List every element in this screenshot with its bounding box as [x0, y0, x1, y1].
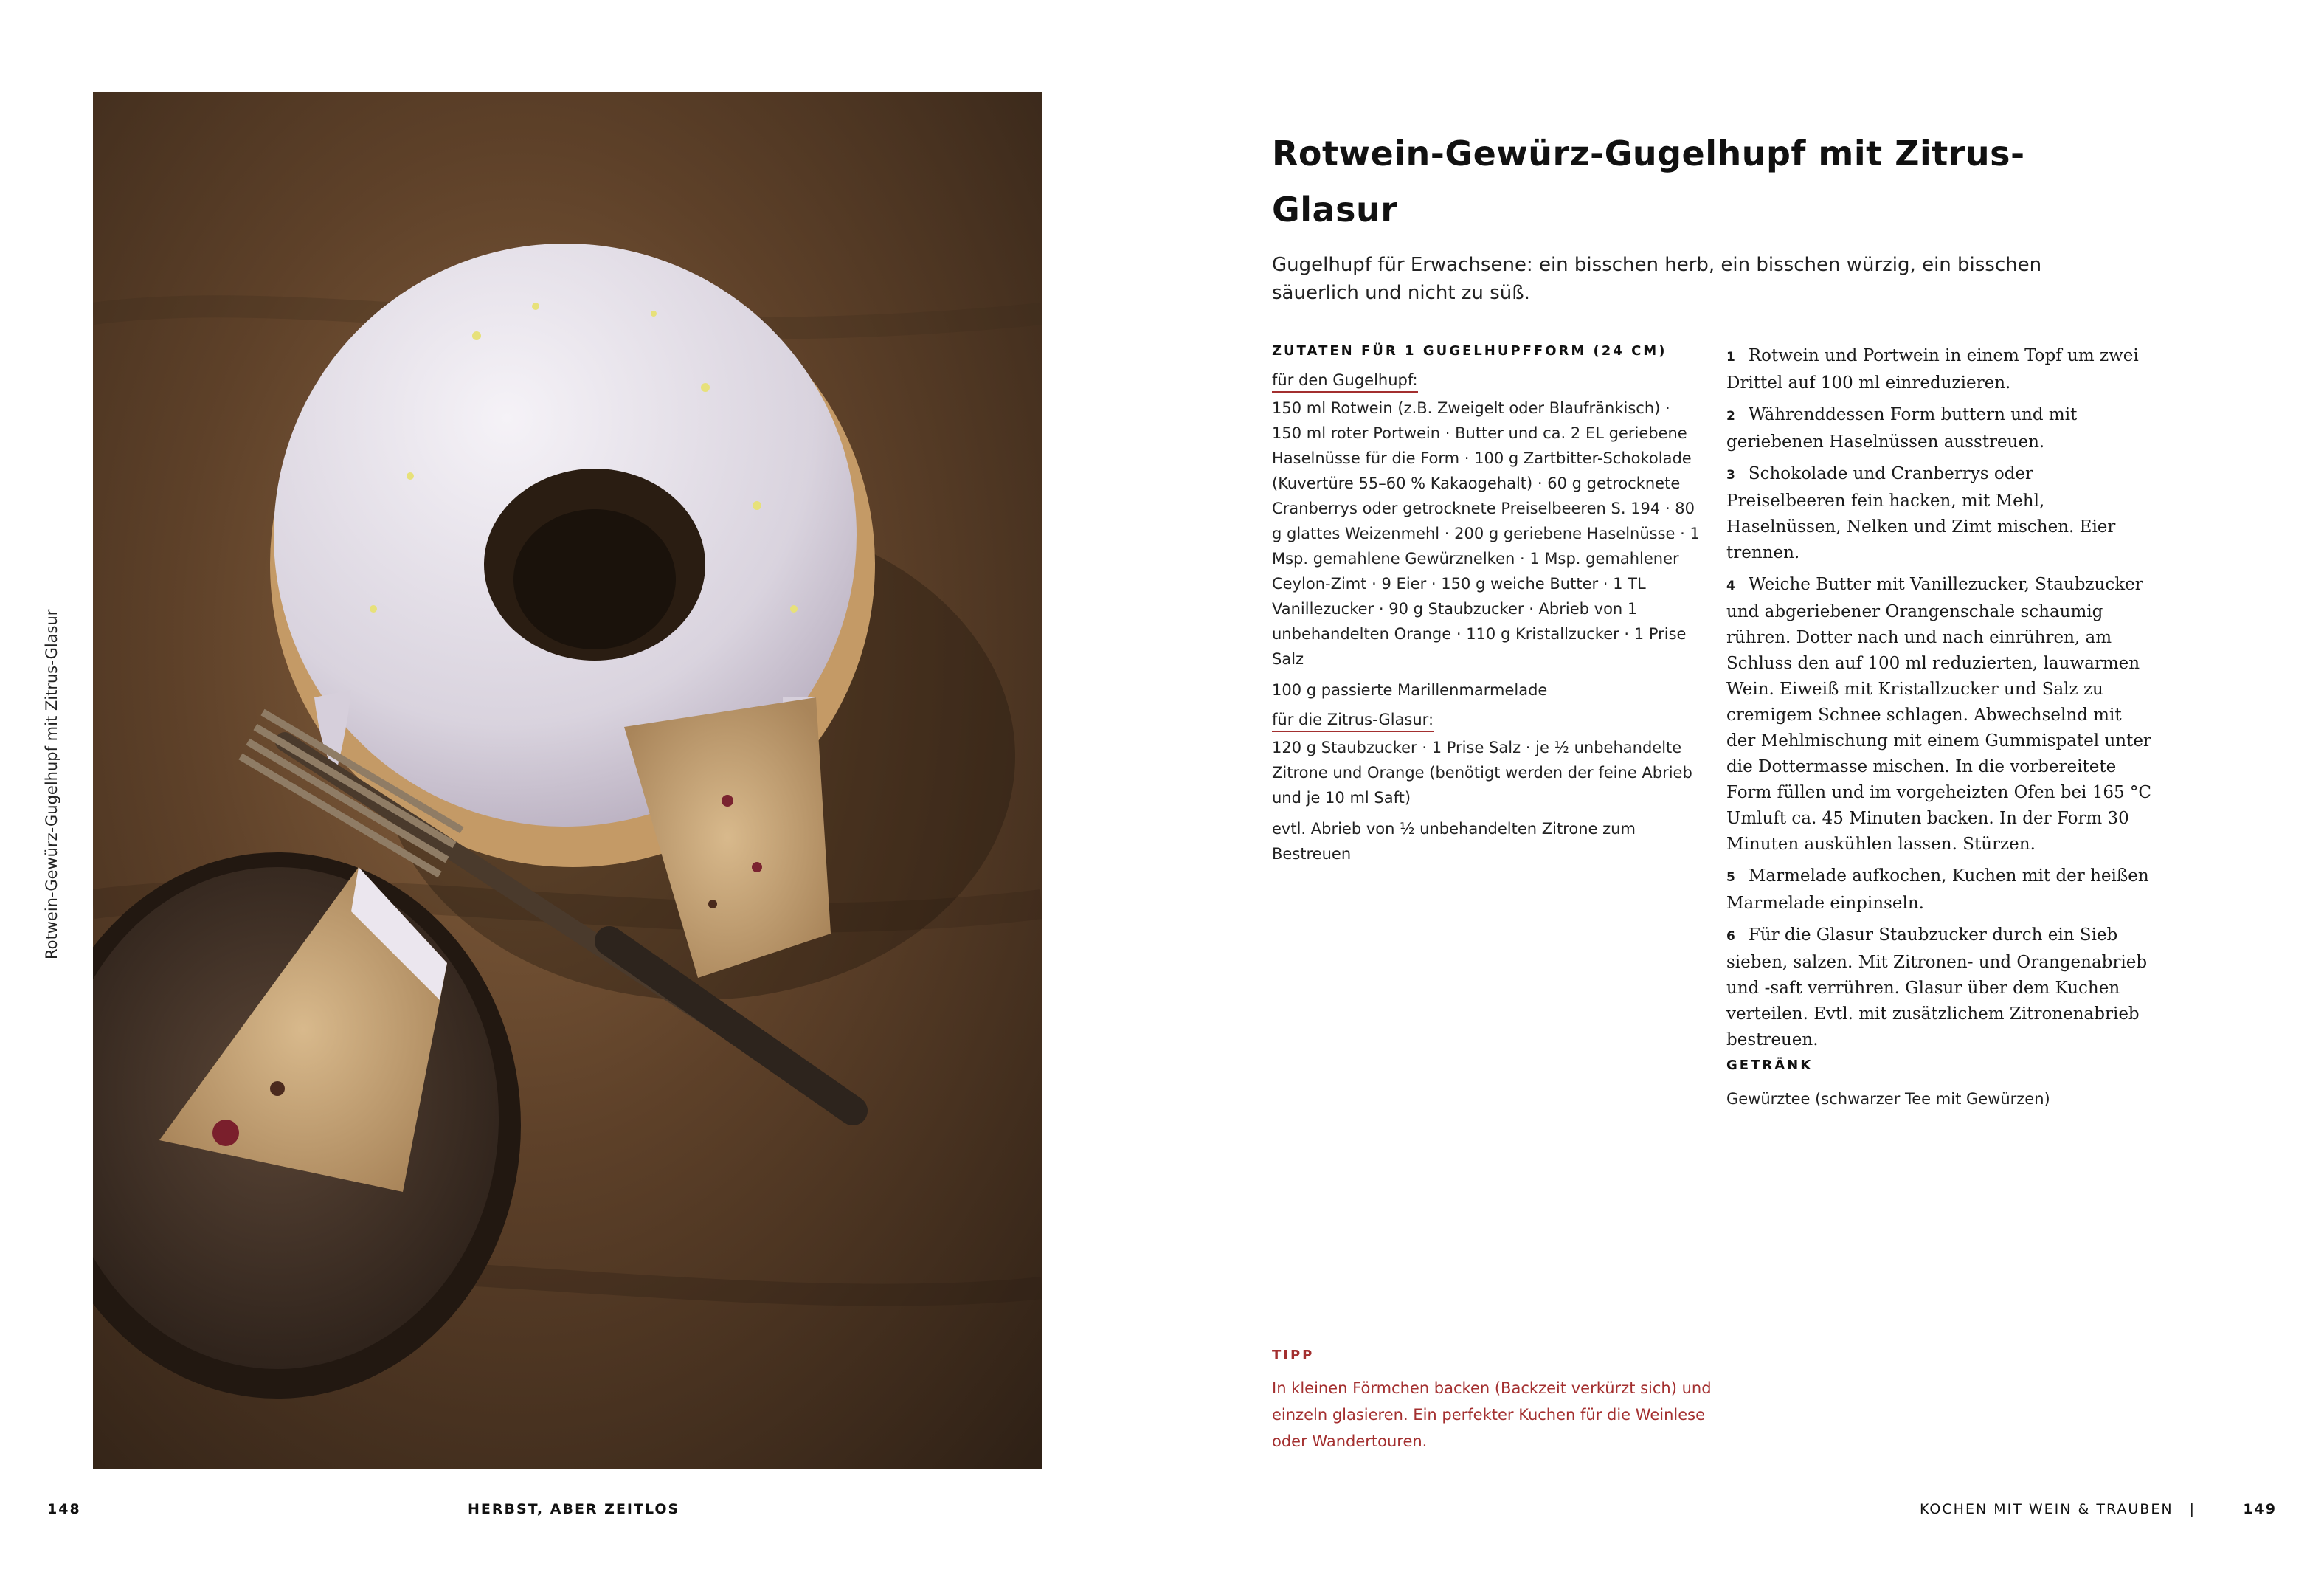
ingredients-topping: evtl. Abrieb von ½ unbehandelten Zitrone zum Bestreuen: [1272, 820, 1636, 863]
page-number-left: 148: [47, 1501, 81, 1517]
tip-heading: TIPP: [1272, 1348, 1315, 1363]
step: [1726, 923, 2154, 1053]
step-number: 1: [1726, 350, 1735, 365]
page-number-right: 149: [2243, 1501, 2277, 1517]
step-text: Weiche Butter mit Vanillezucker, Staubzucker und abgeriebener Orangenschale schaumig rühren. Dotter nach und nach einrühren, am Schluss den auf 100 ml reduzierten, lauwarmen Wein. Eiweiß mit Kristallzucker und Salz zu cremigem Schnee schlagen. Abwechselnd mit der Mehlmischung mit einem Gummispatel unter die Dottermasse mischen. In die vorbereitete Form füllen und im vorgeheizten Ofen bei 165 °C Umluft ca. 45 Minuten backen. In der Form 30 Minuten auskühlen lassen. Stürzen.: [1726, 575, 2152, 854]
step-text: Rotwein und Portwein in einem Topf um zwei Drittel auf 100 ml einreduzieren.: [1726, 346, 2139, 393]
step-number: 4: [1726, 579, 1735, 593]
step-number: 3: [1726, 468, 1735, 483]
tip-section: [1272, 1348, 1715, 1455]
ingredients-marmalade: 100 g passierte Marillenmarmelade: [1272, 681, 1548, 699]
drink-heading: GETRÄNK: [1726, 1058, 1813, 1073]
cake-photo-illustration: [93, 92, 1042, 1469]
running-title-right: [1920, 1501, 2206, 1517]
step: [1726, 863, 2154, 917]
drink-section: [1726, 1058, 2154, 1111]
running-title-left: HERBST, ABER ZEITLOS: [468, 1501, 680, 1517]
ingredients-heading: ZUTATEN FÜR 1 GUGELHUPFFORM (24 CM): [1272, 343, 1667, 359]
method-steps: [1726, 343, 2154, 1059]
step-text: Währenddessen Form buttern und mit geriebenen Haselnüssen ausstreuen.: [1726, 405, 2078, 452]
step: [1726, 461, 2154, 566]
recipe-title: Rotwein-Gewürz-Gugelhupf mit Zitrus-Glasur: [1272, 134, 2025, 230]
footer-separator: |: [2189, 1501, 2196, 1517]
tip-text: In kleinen Förmchen backen (Backzeit verkürzt sich) und einzeln glasieren. Ein perfekter Kuchen für die Weinlese oder Wandertouren.: [1272, 1379, 1712, 1450]
ingredients-subheading-cake: für den Gugelhupf:: [1272, 369, 1418, 393]
step: [1726, 402, 2154, 455]
step-number: 5: [1726, 870, 1735, 885]
drink-text: Gewürztee (schwarzer Tee mit Gewürzen): [1726, 1090, 2050, 1108]
step-number: 2: [1726, 409, 1735, 424]
ingredients-glaze-list: 120 g Staubzucker · 1 Prise Salz · je ½ unbehandelte Zitrone und Orange (benötigt werden der feine Abrieb und je 10 ml Saft): [1272, 739, 1692, 807]
cake-photo: [93, 92, 1042, 1469]
step: [1726, 343, 2154, 396]
step-text: Schokolade und Cranberrys oder Preiselbeeren fein hacken, mit Mehl, Haselnüssen, Nelken und Zimt mischen. Eier trennen.: [1726, 464, 2116, 562]
step-number: 6: [1726, 929, 1735, 944]
side-caption: Rotwein-Gewürz-Gugelhupf mit Zitrus-Glasur: [43, 609, 60, 959]
ingredients-subheading-glaze: für die Zitrus-Glasur:: [1272, 708, 1434, 732]
running-title-right-text: KOCHEN MIT WEIN & TRAUBEN: [1920, 1501, 2173, 1517]
ingredients-cake-list: 150 ml Rotwein (z.B. Zweigelt oder Blaufränkisch) · 150 ml roter Portwein · Butter und ca. 2 EL geriebene Haselnüsse für die Form · 100 g Zartbitter-Schokolade (Kuvertüre 55–60 % Kakaogehalt) · 60 g getrocknete Cranberrys oder getrocknete Preiselbeeren S. 194 · 80 g glattes Weizenmehl · 200 g geriebene Haselnüsse · 1 Msp. gemahlene Gewürznelken · 1 Msp. gemahlener Ceylon-Zimt · 9 Eier · 150 g weiche Butter · 1 TL Vanillezucker · 90 g Staubzucker · Abrieb von 1 unbehandelten Orange · 110 g Kristallzucker · 1 Prise Salz: [1272, 399, 1700, 668]
step-text: Marmelade aufkochen, Kuchen mit der heißen Marmelade einpinseln.: [1726, 866, 2149, 913]
ingredients-section: [1272, 343, 1700, 872]
recipe-intro: Gugelhupf für Erwachsene: ein bisschen herb, ein bisschen würzig, ein bisschen säuerlich und nicht zu süß.: [1272, 254, 2042, 304]
step-text: Für die Glasur Staubzucker durch ein Sieb sieben, salzen. Mit Zitronen- und Orangenabrieb und -saft verrühren. Glasur über dem Kuchen verteilen. Evtl. mit zusätzlichem Zitronenabrieb bestreuen.: [1726, 925, 2148, 1049]
step: [1726, 572, 2154, 858]
